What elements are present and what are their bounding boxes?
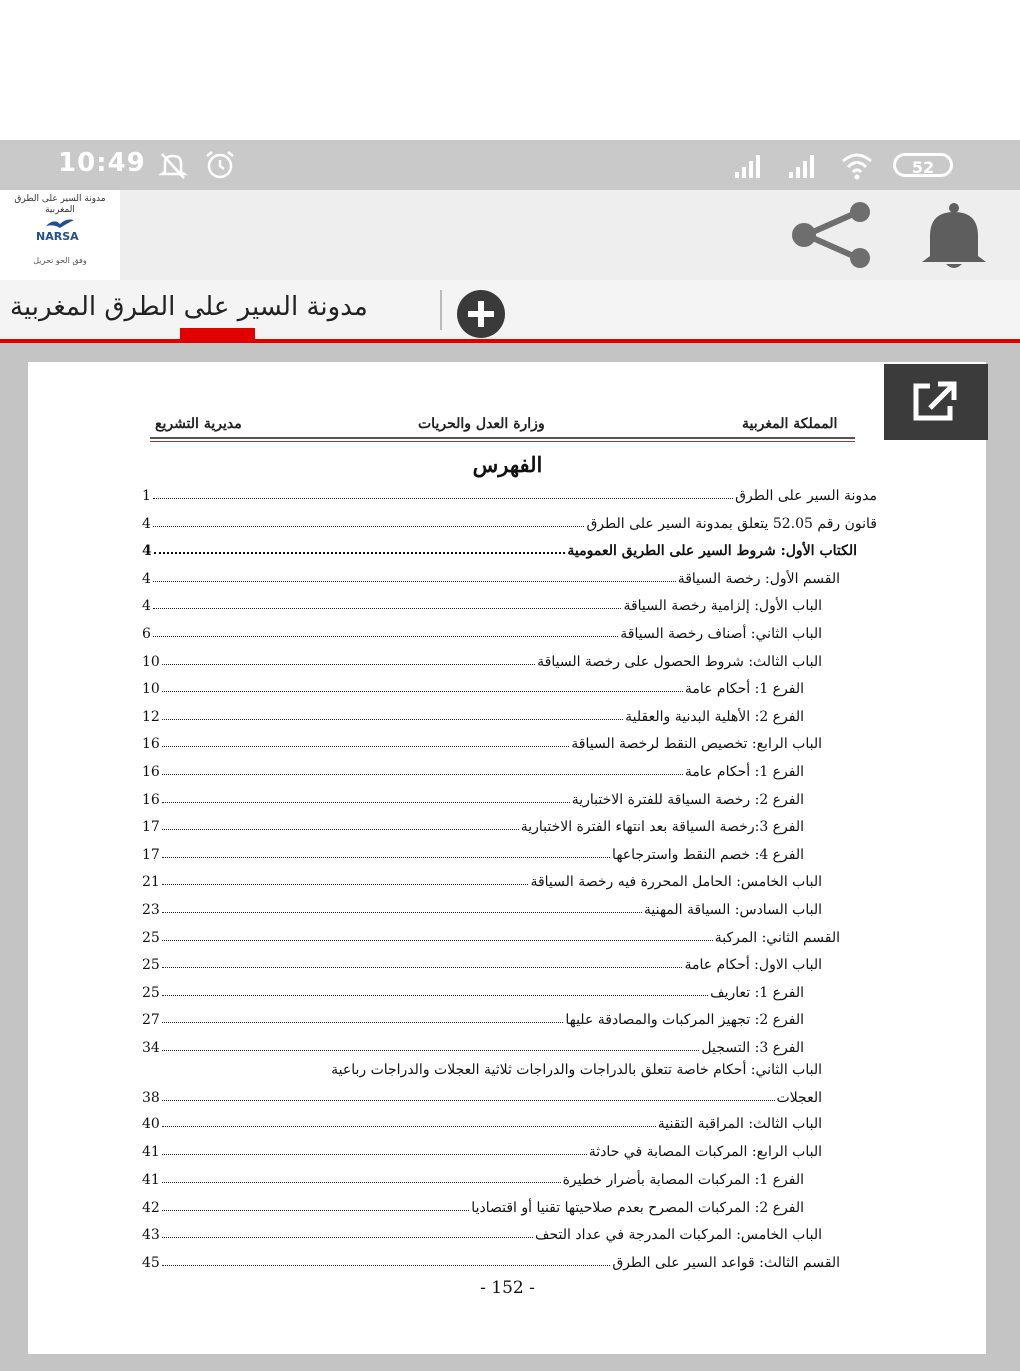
- status-time: 10:49: [58, 148, 146, 178]
- toc-entry: الباب الخامس: المركبات المدرجة في عداد التحف 43: [142, 1227, 822, 1243]
- doc-header-rule: [150, 437, 855, 439]
- toc-entry-wrapped: الباب الثاني: أحكام خاصة تتعلق بالدراجات والدراجات ثلاثية العجلات والدراجات رباعية: [331, 1062, 822, 1078]
- toc-entry: الباب الرابع: المركبات المصابة في حادثة 41: [142, 1144, 822, 1160]
- toc-entry: الفرع 4: خصم النقط واسترجاعها 17: [142, 847, 804, 863]
- toc-entry: الباب السادس: السياقة المهنية 23: [142, 902, 822, 918]
- signal-icon: [786, 148, 820, 182]
- toc-entry: مدونة السير على الطرق 1: [142, 488, 877, 504]
- app-logo[interactable]: [0, 190, 120, 280]
- toc-entry: الكتاب الأول: شروط السير على الطريق العمومية 4: [142, 543, 857, 559]
- toc-entry: الباب الثالث: المراقبة التقنية 40: [142, 1116, 822, 1132]
- toc-entry: القسم الثالث: قواعد السير على الطرق 45: [142, 1255, 840, 1271]
- alarm-icon: [203, 148, 237, 182]
- tab-document-title[interactable]: مدونة السير على الطرق المغربية: [10, 292, 368, 322]
- toc-entry: الفرع 1: المركبات المصابة بأضرار خطيرة 41: [142, 1172, 804, 1188]
- toc-entry: الفرع 2: المركبات المصرح بعدم صلاحيتها تقنيا أو اقتصاديا 42: [142, 1200, 804, 1216]
- open-external-icon: [910, 380, 960, 424]
- plus-circle-icon[interactable]: [455, 288, 507, 340]
- doc-header-center: وزارة العدل والحريات: [418, 416, 545, 432]
- toc-entry: العجلات 38: [142, 1090, 822, 1106]
- doc-header-right: المملكة المغربية: [742, 416, 838, 432]
- status-bar: [0, 140, 1020, 190]
- toc-entry: الباب الثاني: أصناف رخصة السياقة 6: [142, 626, 822, 642]
- logo-brand: NARSA: [36, 230, 79, 243]
- share-icon[interactable]: [788, 202, 876, 268]
- toc-entry: الفرع 2: الأهلية البدنية والعقلية 12: [142, 709, 804, 725]
- toc-entry: القسم الأول: رخصة السياقة 4: [142, 571, 840, 587]
- bird-icon: [44, 216, 76, 230]
- battery-icon: 52: [893, 153, 953, 177]
- tab-bar: [0, 280, 1020, 340]
- toc-entry: القسم الثاني: المركبة 25: [142, 930, 840, 946]
- toc-title: الفهرس: [472, 452, 543, 477]
- toc-entry: الفرع 1: أحكام عامة 10: [142, 681, 804, 697]
- toc-entry: الباب الأول: إلزامية رخصة السياقة 4: [142, 598, 822, 614]
- toc-entry: الباب الاول: أحكام عامة 25: [142, 957, 822, 973]
- app-bar: [0, 190, 1020, 280]
- doc-header-rule-thin: [150, 441, 855, 442]
- signal-icon: [732, 148, 766, 182]
- page-number: - 152 -: [480, 1278, 535, 1298]
- wifi-icon: [840, 148, 874, 182]
- toc-entry: الفرع 1: أحكام عامة 16: [142, 764, 804, 780]
- toc-entry: الباب الثالث: شروط الحصول على رخصة السياقة 10: [142, 654, 822, 670]
- toc-entry: الفرع 1: تعاريف 25: [142, 985, 804, 1001]
- open-external-button[interactable]: [884, 364, 988, 440]
- toc-entry: الباب الخامس: الحامل المحررة فيه رخصة السياقة 21: [142, 874, 822, 890]
- mute-icon: [156, 148, 190, 182]
- tab-divider: [440, 290, 442, 330]
- logo-title: مدونة السير على الطرق المغربية: [14, 194, 106, 215]
- toc-entry: قانون رقم 52.05 يتعلق بمدونة السير على الطرق 4: [142, 516, 877, 532]
- bell-icon[interactable]: [918, 200, 990, 270]
- toc-entry: الفرع 3: التسجيل 34: [142, 1040, 804, 1056]
- toc-entry: الفرع 2: رخصة السياقة للفترة الاختبارية 16: [142, 792, 804, 808]
- logo-tagline: وفق الحو تحريل: [33, 256, 87, 265]
- toc-entry: الفرع 2: تجهيز المركبات والمصادقة عليها 27: [142, 1012, 804, 1028]
- toc-entry: الفرع 3:رخصة السياقة بعد انتهاء الفترة الاختبارية 17: [142, 819, 804, 835]
- doc-header-left: مديرية التشريع: [155, 416, 242, 432]
- toc-entry: الباب الرابع: تخصيص النقط لرخصة السياقة 16: [142, 736, 822, 752]
